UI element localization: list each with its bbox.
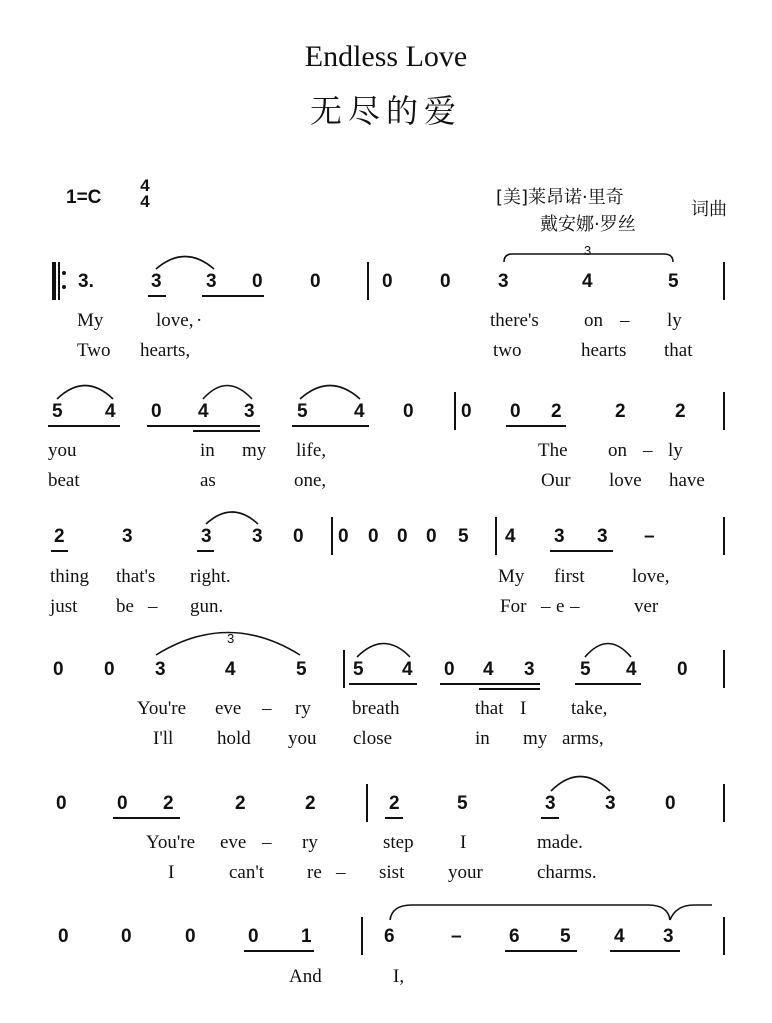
- lyric-word: eve: [215, 698, 242, 719]
- lyric-word: I'll: [153, 728, 174, 749]
- note: 2: [551, 401, 562, 422]
- note: 0: [117, 793, 128, 814]
- slur-arc: [585, 644, 631, 658]
- note: 0: [403, 401, 414, 422]
- slur-arc: [551, 777, 610, 792]
- note: 5: [457, 793, 468, 814]
- lyric-word: ry: [302, 832, 318, 853]
- note: 0: [151, 401, 162, 422]
- lyric-word: Two: [77, 340, 111, 361]
- note: 4: [505, 526, 516, 547]
- note: 0: [53, 659, 64, 680]
- triplet-mark: 3: [584, 243, 592, 258]
- lyric-word: hold: [217, 728, 251, 749]
- note: 0: [58, 926, 69, 947]
- note: 5: [296, 659, 307, 680]
- note: 5: [458, 526, 469, 547]
- note: 3: [663, 926, 674, 947]
- lyric-word: I: [520, 698, 527, 719]
- note: 2: [235, 793, 246, 814]
- note: 3: [151, 271, 162, 292]
- lyric-word: beat: [48, 470, 80, 491]
- note: 3: [605, 793, 616, 814]
- lyric-word: My: [498, 566, 525, 587]
- lyric-word: –: [336, 862, 346, 883]
- lyric-word: arms,: [562, 728, 604, 749]
- note: 0: [368, 526, 379, 547]
- lyric-word: one,: [294, 470, 327, 491]
- lyric-word: hearts: [581, 340, 627, 361]
- note: 3: [201, 526, 212, 547]
- lyric-word: there's: [490, 310, 539, 331]
- note: 5: [580, 659, 591, 680]
- lyric-word: you: [48, 440, 77, 461]
- lyric-word: right.: [190, 566, 231, 587]
- slur-arc: [300, 386, 360, 400]
- note: 4: [483, 659, 494, 680]
- song-title-english: Endless Love: [304, 40, 468, 73]
- lyric-word: Our: [541, 470, 571, 491]
- lyric-word: My: [77, 310, 104, 331]
- lyric-word: life,: [296, 440, 327, 461]
- lyric-word: just: [50, 596, 78, 617]
- note: 0: [461, 401, 472, 422]
- note: 4: [105, 401, 116, 422]
- lyric-word: ry: [295, 698, 311, 719]
- lyric-word: love: [609, 470, 642, 491]
- credit-line-2: 戴安娜·罗丝: [540, 214, 636, 235]
- triplet-mark: 3: [227, 631, 235, 646]
- lyric-word: that's: [116, 566, 156, 587]
- note: 3: [597, 526, 608, 547]
- note: 2: [54, 526, 65, 547]
- lyric-word: You're: [146, 832, 196, 853]
- note: 3: [155, 659, 166, 680]
- lyric-word: I: [460, 832, 467, 853]
- note: 4: [626, 659, 637, 680]
- note: 4: [198, 401, 209, 422]
- lyric-word: on: [608, 440, 627, 461]
- lyric-word: –: [148, 596, 158, 617]
- note: 0: [104, 659, 115, 680]
- lyric-word: close: [353, 728, 393, 749]
- credit-role: 词曲: [691, 199, 727, 220]
- lyric-word: my: [242, 440, 267, 461]
- tie-bracket: [390, 905, 670, 920]
- lyric-word: be: [116, 596, 134, 617]
- lyric-word: e: [556, 596, 565, 617]
- lyric-word: on: [584, 310, 603, 331]
- note: 2: [163, 793, 174, 814]
- note: 4: [354, 401, 365, 422]
- lyric-word: that: [475, 698, 504, 719]
- tie-continuation: [670, 905, 712, 920]
- note: 4: [582, 271, 593, 292]
- lyric-word: You're: [137, 698, 187, 719]
- slur-arc: [57, 386, 113, 400]
- lyric-word: can't: [229, 862, 265, 883]
- song-title-chinese: 无尽的爱: [309, 92, 462, 130]
- note: 6: [509, 926, 520, 947]
- lyric-word: And: [289, 966, 322, 987]
- lyric-word: your: [448, 862, 483, 883]
- note: 5: [52, 401, 63, 422]
- note: 0: [382, 271, 393, 292]
- note: 2: [615, 401, 626, 422]
- note: 0: [440, 271, 451, 292]
- lyric-word: love,: [632, 566, 670, 587]
- lyric-word: as: [200, 470, 216, 491]
- note: 3: [122, 526, 133, 547]
- lyric-word: –: [541, 596, 551, 617]
- note: 5: [297, 401, 308, 422]
- note: 3: [554, 526, 565, 547]
- note: 0: [397, 526, 408, 547]
- lyric-word: –: [620, 310, 630, 331]
- note: 0: [338, 526, 349, 547]
- note: 5: [560, 926, 571, 947]
- slur-arc: [203, 386, 252, 400]
- note: 0: [677, 659, 688, 680]
- note: 0: [310, 271, 321, 292]
- note: 3: [524, 659, 535, 680]
- note: 0: [665, 793, 676, 814]
- lyric-word: ver: [634, 596, 659, 617]
- note: 6: [384, 926, 395, 947]
- lyric-word: in: [475, 728, 490, 749]
- note: 4: [614, 926, 625, 947]
- note: 0: [121, 926, 132, 947]
- lyric-word: have: [669, 470, 705, 491]
- note: 0: [248, 926, 259, 947]
- note: 0: [185, 926, 196, 947]
- lyric-word: ·: [196, 310, 203, 331]
- lyric-word: breath: [352, 698, 400, 719]
- credit-line-1: [美]莱昂诺·里奇: [496, 187, 624, 208]
- note: 3: [206, 271, 217, 292]
- lyric-word: step: [383, 832, 414, 853]
- note: 0: [426, 526, 437, 547]
- lyric-word: charms.: [537, 862, 597, 883]
- lyric-word: gun.: [190, 596, 224, 617]
- lyric-word: –: [570, 596, 580, 617]
- lyric-word: eve: [220, 832, 247, 853]
- note: 0: [444, 659, 455, 680]
- lyric-word: –: [643, 440, 653, 461]
- key-signature: 1=C: [66, 187, 102, 208]
- triplet-slur: [156, 633, 300, 656]
- note: 3: [252, 526, 263, 547]
- lyric-word: you: [288, 728, 317, 749]
- lyric-word: The: [538, 440, 568, 461]
- note: –: [451, 926, 462, 947]
- lyric-word: my: [523, 728, 548, 749]
- note: 0: [510, 401, 521, 422]
- note: 2: [389, 793, 400, 814]
- triplet-bracket: [504, 254, 673, 262]
- note: 3: [498, 271, 509, 292]
- lyric-word: love,: [156, 310, 194, 331]
- note: 4: [225, 659, 236, 680]
- lyric-word: –: [262, 698, 272, 719]
- note: –: [644, 526, 655, 547]
- note: 5: [353, 659, 364, 680]
- note: 4: [402, 659, 413, 680]
- note: 0: [252, 271, 263, 292]
- note: 0: [293, 526, 304, 547]
- slur-arc: [357, 644, 410, 658]
- lyric-word: first: [554, 566, 585, 587]
- lyric-word: For: [500, 596, 527, 617]
- lyric-word: hearts,: [140, 340, 191, 361]
- note: 0: [56, 793, 67, 814]
- slur-arc: [156, 257, 214, 270]
- note: 1: [301, 926, 312, 947]
- lyric-word: re: [307, 862, 322, 883]
- lyric-word: that: [664, 340, 693, 361]
- lyric-word: thing: [50, 566, 90, 587]
- lyric-word: I: [168, 862, 175, 883]
- lyric-word: take,: [571, 698, 608, 719]
- time-signature-top: 4: [140, 176, 150, 195]
- lyric-word: two: [493, 340, 522, 361]
- note: 3: [244, 401, 255, 422]
- note: 2: [675, 401, 686, 422]
- note: 3: [545, 793, 556, 814]
- lyric-word: made.: [537, 832, 583, 853]
- note: 3.: [78, 271, 94, 292]
- time-signature-bottom: 4: [140, 192, 150, 211]
- lyric-word: sist: [379, 862, 405, 883]
- lyric-word: –: [262, 832, 272, 853]
- lyric-word: I,: [393, 966, 405, 987]
- note: 2: [305, 793, 316, 814]
- lyric-word: in: [200, 440, 215, 461]
- lyric-word: ly: [668, 440, 683, 461]
- note: 5: [668, 271, 679, 292]
- lyric-word: ly: [667, 310, 682, 331]
- slur-arc: [206, 512, 258, 524]
